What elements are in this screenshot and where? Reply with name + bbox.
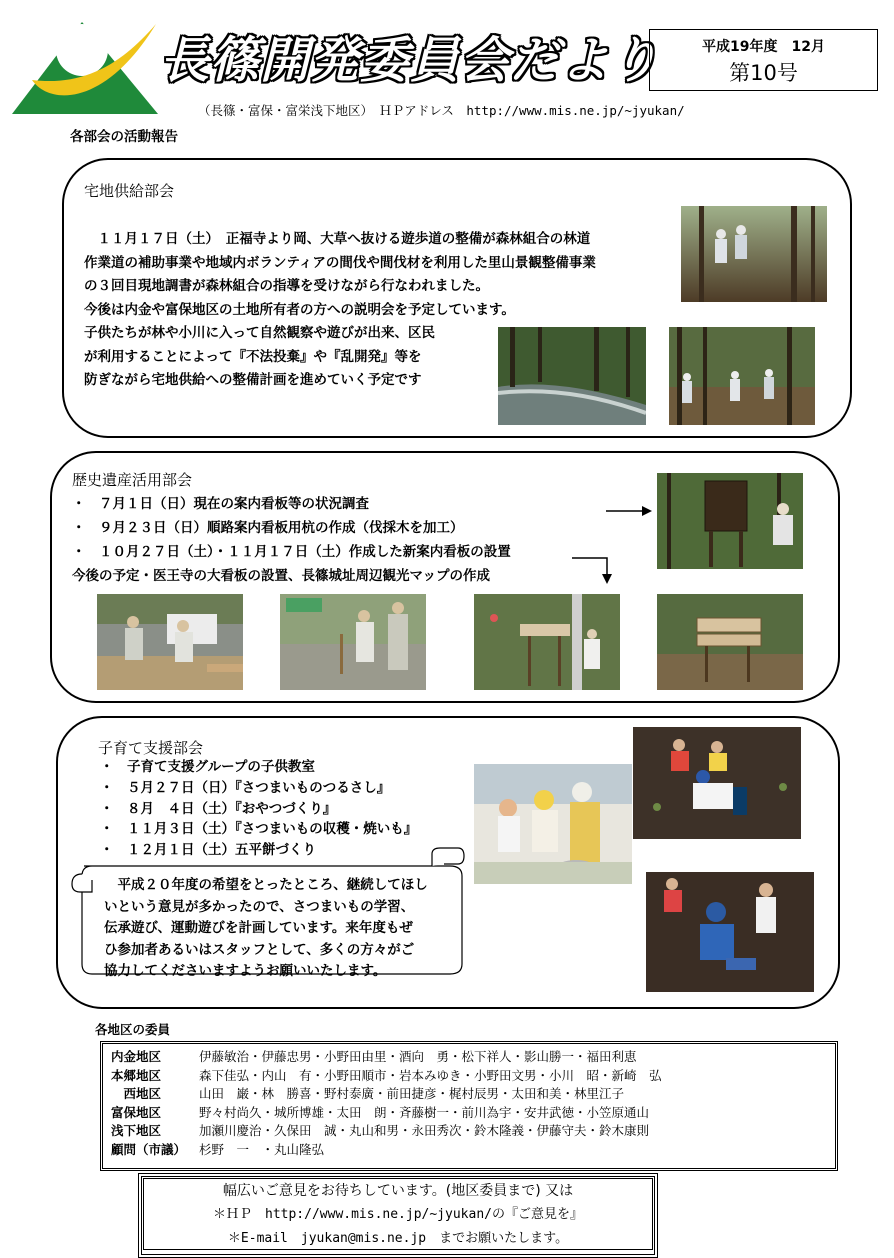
list-item: ・ 子育て支援グループの子供教室 <box>100 759 315 775</box>
scroll-line: 伝承遊び、運動遊びを計画しています。来年度もぜ <box>104 920 413 936</box>
member-names: 山田 巌・林 勝喜・野村泰廣・前田捷彦・梶村辰男・太田和美・林里江子 <box>199 1086 625 1102</box>
scroll-text <box>104 875 428 983</box>
childcare-title: 子育て支援部会 <box>98 739 204 757</box>
cutting-wood-photo <box>97 594 243 690</box>
list-item: ・ １２月１日（土）五平餅づくり <box>100 842 316 859</box>
member-names: 森下佳弘・内山 有・小野田順市・岩本みゆき・小野田文男・小川 昭・新崎 弘 <box>199 1067 662 1083</box>
contact-line: 幅広いご意見をお待ちしています。(地区委員まで) 又は <box>222 1183 574 1199</box>
issue-number: 第10号 <box>729 61 798 85</box>
heritage-future: 今後の予定・医王寺の大看板の設置、長篠城址周辺観光マップの作成 <box>72 568 490 584</box>
heritage-list <box>72 492 511 588</box>
contact-email-line[interactable]: ＊E-mail jyukan@mis.ne.jp までお願いたします。 <box>227 1231 569 1246</box>
committee-logo <box>10 10 160 116</box>
housing-line: 今後は内金や富保地区の土地所有者の方への説明会を予定しています。 <box>84 301 515 318</box>
stream-photo <box>498 327 646 425</box>
list-item: ・ １１月３日（土）『さつまいもの収穫・焼いも』 <box>100 821 418 838</box>
housing-line: 防ぎながら宅地供給への整備計画を進めていく予定です <box>84 372 422 388</box>
list-item: ・ ８月 ４日（土）『おやつづくり』 <box>100 800 337 817</box>
old-signboard-photo <box>657 473 803 569</box>
housing-line: 作業道の補助事業や地域内ボランティアの間伐や間伐材を利用した里山景観整備事業 <box>84 254 596 271</box>
area-name: 顧問（市議） <box>111 1141 187 1157</box>
stakes-making-photo <box>280 594 426 690</box>
scroll-line: 協力してくださいますようお願いいたします。 <box>104 963 387 979</box>
contact-inner <box>143 1178 653 1250</box>
list-item: ・ ７月１日（日）現在の案内看板等の状況調査 <box>72 496 369 512</box>
forest-path-photo <box>681 206 827 302</box>
area-name: 内金地区 <box>111 1049 162 1065</box>
member-names: 伊藤敏治・伊藤忠男・小野田由里・酒向 勇・松下祥人・影山勝一・福田利恵 <box>199 1049 637 1065</box>
children-harvest-photo <box>646 872 814 992</box>
area-name: 本郷地区 <box>111 1067 162 1083</box>
scroll-line: 平成２０年度の希望をとったところ、継続してほし <box>104 877 428 893</box>
issue-box <box>649 29 878 91</box>
housing-line: 子供たちが林や小川に入って自然観察や遊びが出来、区民 <box>84 325 435 341</box>
table-row <box>107 1103 666 1122</box>
area-name: 富保地区 <box>111 1104 162 1120</box>
list-item: ・ ５月２７日（日）『さつまいものつるさし』 <box>100 779 391 796</box>
member-names: 杉野 一 ・丸山隆弘 <box>199 1141 325 1157</box>
heritage-title: 歴史遺産活用部会 <box>72 471 193 489</box>
cooking-class-photo <box>474 764 632 884</box>
housing-line: の３回目現地調書が森林組合の指導を受けながら行なわれました。 <box>84 278 489 294</box>
table-row <box>107 1084 666 1103</box>
area-name: 浅下地区 <box>111 1123 162 1139</box>
new-signboard-photo <box>657 594 803 690</box>
sign-install-photo <box>474 594 620 690</box>
table-row <box>107 1066 666 1085</box>
newsletter-title: 長篠開発委員会だより <box>160 32 661 89</box>
arrow-down-icon <box>570 556 616 586</box>
hp-address: （長篠・富保・富栄浅下地区） ＨＰアドレス http://www.mis.ne.jp/~jyukan/ <box>198 103 685 118</box>
scroll-line: いという意見が多かったので、さつまいもの学習、 <box>104 898 415 915</box>
arrow-right-icon <box>604 501 654 521</box>
table-row <box>107 1047 666 1066</box>
member-names: 加瀬川慶治・久保田 誠・丸山和男・永田秀次・鈴木隆義・伊藤守夫・鈴木康則 <box>199 1123 650 1139</box>
list-item: ・ ９月２３日（日）順路案内看板用杭の作成（伐採木を加工） <box>72 520 464 536</box>
scroll-line: ひ参加者あるいはスタッフとして、多くの方々がご <box>104 941 415 958</box>
table-row <box>107 1121 666 1140</box>
members-heading: 各地区の委員 <box>95 1022 171 1037</box>
contact-box <box>138 1173 658 1258</box>
list-item: ・ １０月２７日（土）・１１月１７日（土）作成した新案内看板の設置 <box>72 544 511 560</box>
report-heading: 各部会の活動報告 <box>70 129 178 145</box>
volunteers-forest-photo <box>669 327 815 425</box>
issue-period: 平成19年度 12月 <box>702 39 825 55</box>
housing-line: が利用することによって『不法投棄』や『乱開発』等を <box>84 348 422 365</box>
members-table-box <box>100 1041 838 1171</box>
area-name: 西地区 <box>111 1086 162 1102</box>
member-names: 野々村尚久・城所博雄・太田 朗・斉藤樹一・前川為宇・安井武徳・小笠原通山 <box>199 1104 650 1120</box>
table-row <box>107 1140 666 1159</box>
housing-line: １１月１７日（土） 正福寺より岡、大草へ抜ける遊歩道の整備が森林組合の林道 <box>84 231 591 247</box>
contact-hp-line[interactable]: ＊ＨＰ http://www.mis.ne.jp/~jyukan/の『ご意見を』 <box>213 1207 583 1222</box>
potato-digging-photo <box>633 727 801 839</box>
members-table <box>107 1047 666 1158</box>
housing-title: 宅地供給部会 <box>84 182 175 200</box>
